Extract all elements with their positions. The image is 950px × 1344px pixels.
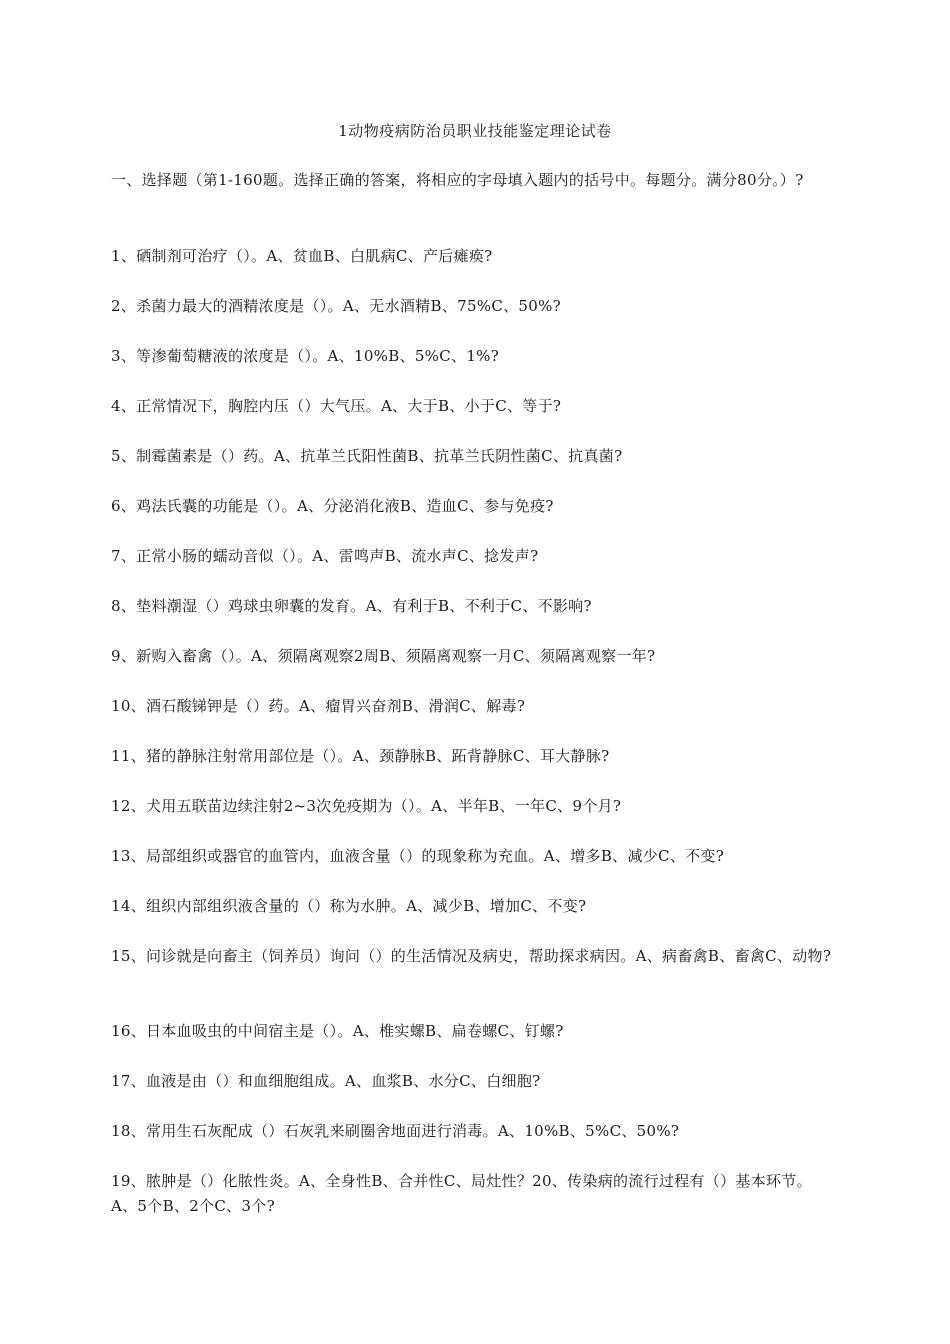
question-item: 2、杀菌力最大的酒精浓度是（）。A、无水酒精B、75%C、50%? [111, 297, 561, 315]
question-item: 10、酒石酸锑钾是（）药。A、瘤胃兴奋剂B、滑润C、解毒? [111, 697, 526, 715]
question-item: 16、日本血吸虫的中间宿主是（）。A、椎实螺B、扁卷螺C、钉螺? [111, 1022, 564, 1040]
question-item: 19、脓肿是（）化脓性炎。A、全身性B、合并性C、局灶性？20、传染病的流行过程有（）基本环节。A、5个B、2个C、3个? [111, 1172, 812, 1215]
question-item: 18、常用生石灰配成（）石灰乳来刷圈舍地面进行消毒。A、10%B、5%C、50%? [111, 1122, 680, 1140]
section-heading: 一、选择题（第1-160题。选择正确的答案，将相应的字母填入题内的括号中。每题分。满分80分。）? [111, 171, 804, 189]
question-item: 6、鸡法氏囊的功能是（）。A、分泌消化液B、造血C、参与免疫? [111, 497, 554, 515]
question-item: 9、新购入畜禽（）。A、须隔离观察2周B、须隔离观察一月C、须隔离观察一年? [111, 647, 656, 665]
question-item: 5、制霉菌素是（）药。A、抗革兰氏阳性菌B、抗革兰氏阴性菌C、抗真菌? [111, 447, 623, 465]
question-item: 13、局部组织或器官的血管内，血液含量（）的现象称为充血。A、增多B、减少C、不变? [111, 847, 725, 865]
question-item: 15、问诊就是向畜主（饲养员）询问（）的生活情况及病史，帮助探求病因。A、病畜禽B、畜禽C、动物? [111, 947, 832, 965]
question-item: 12、犬用五联苗边续注射2~3次免疫期为（）。A、半年B、一年C、9个月? [111, 797, 622, 815]
question-item: 14、组织内部组织液含量的（）称为水肿。A、减少B、增加C、不变? [111, 897, 587, 915]
question-item: 1、硒制剂可治疗（）。A、贫血B、白肌病C、产后瘫痪? [111, 247, 493, 265]
question-list [111, 244, 836, 1244]
question-item: 3、等渗葡萄糖液的浓度是（）。A、10%B、5%C、1%? [111, 347, 500, 365]
question-item: 7、正常小肠的蠕动音似（）。A、雷鸣声B、流水声C、捻发声? [111, 547, 539, 565]
question-item: 17、血液是由（）和血细胞组成。A、血浆B、水分C、白细胞? [111, 1072, 541, 1090]
document-title: 1动物疫病防治员职业技能鉴定理论试卷 [338, 122, 612, 140]
question-item: 11、猪的静脉注射常用部位是（）。A、颈静脉B、跖背静脉C、耳大静脉? [111, 747, 610, 765]
question-item: 4、正常情况下，胸腔内压（）大气压。A、大于B、小于C、等于? [111, 397, 562, 415]
question-item: 8、垫料潮湿（）鸡球虫卵囊的发育。A、有利于B、不利于C、不影响? [111, 597, 592, 615]
